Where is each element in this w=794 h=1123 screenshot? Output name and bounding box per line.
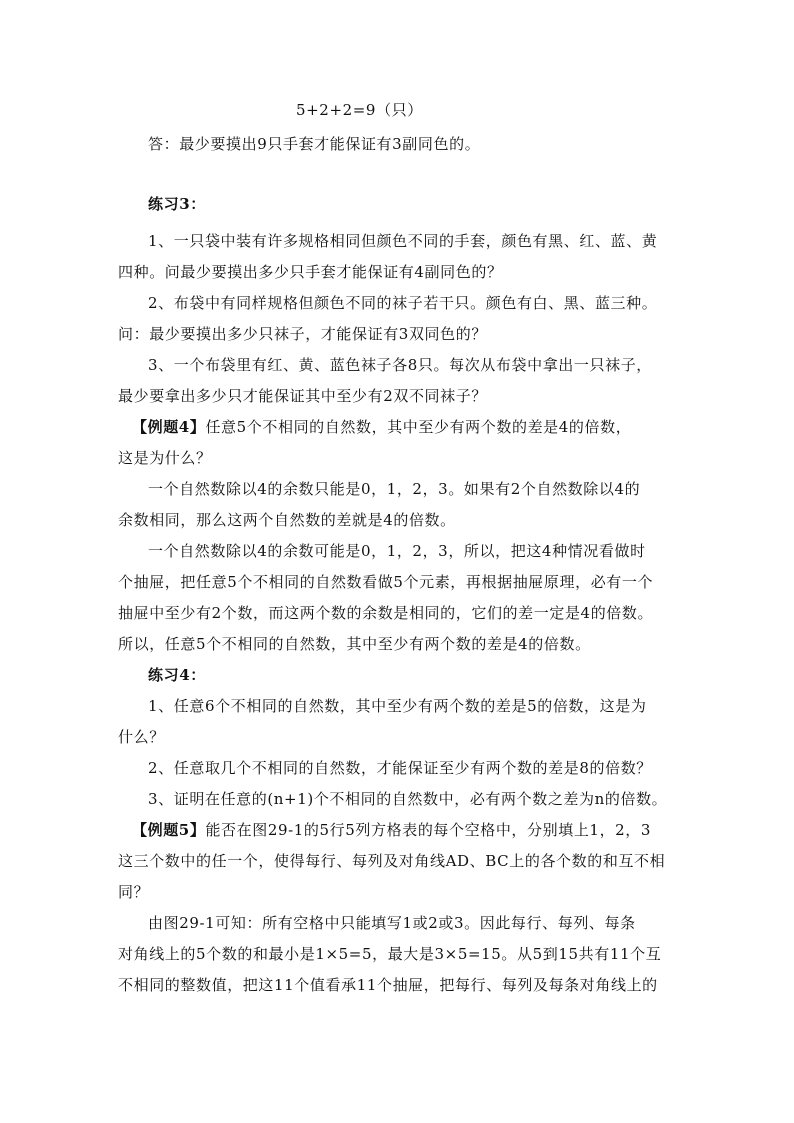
- solution-4-line-5: 抽屉中至少有2个数，而这两个数的余数是相同的，它们的差一定是4的倍数。: [118, 604, 654, 622]
- exercise-3-item-1-line-1: 1、一只袋中装有许多规格相同但颜色不同的手套，颜色有黑、红、蓝、黄: [148, 232, 658, 250]
- solution-5-line-2: 对角线上的5个数的和最小是1×5=5，最大是3×5=15。从5到15共有11个互: [118, 945, 662, 963]
- example-4-line-2: 这是为什么？: [118, 449, 212, 467]
- example-4-line-1: [132, 417, 631, 437]
- exercise-3-item-2-line-2: 问：最少要摸出多少只袜子，才能保证有3双同色的？: [118, 325, 487, 343]
- example-5-line-3: 同？: [118, 883, 150, 901]
- equation-line: 5+2+2=9（只）: [296, 101, 423, 119]
- solution-4-line-2: 余数相同，那么这两个自然数的差就是4的倍数。: [118, 511, 456, 529]
- exercise-4-heading: 练习4：: [148, 666, 206, 684]
- solution-4-line-1: 一个自然数除以4的余数只能是0，1，2，3。如果有2个自然数除以4的: [148, 480, 641, 498]
- example-5-label: 【例题5】: [132, 821, 206, 839]
- exercise-3-item-2-line-1: 2、布袋中有同样规格但颜色不同的袜子若干只。颜色有白、黑、蓝三种。: [148, 294, 658, 312]
- exercise-3-heading: 练习3：: [148, 195, 206, 213]
- solution-5-line-1: 由图29-1可知：所有空格中只能填写1或2或3。因此每行、每列、每条: [148, 914, 636, 932]
- exercise-3-item-3-line-1: 3、一个布袋里有红、黄、蓝色袜子各8只。每次从布袋中拿出一只袜子，: [148, 356, 652, 374]
- exercise-4-item-3: 3、证明在任意的(n+1)个不相同的自然数中，必有两个数之差为n的倍数。: [148, 790, 668, 808]
- example-5-line-2: 这三个数中的任一个，使得每行、每列及对角线AD、BC上的各个数的和互不相: [118, 852, 666, 870]
- example-5-question-text: 能否在图29-1的5行5列方格表的每个空格中，分别填上1，2，3: [205, 821, 652, 839]
- example-4-label: 【例题4】: [132, 418, 206, 436]
- exercise-4-item-1-line-2: 什么？: [118, 728, 165, 746]
- exercise-4-item-1-line-1: 1、任意6个不相同的自然数，其中至少有两个数的差是5的倍数，这是为: [148, 697, 647, 715]
- example-5-line-1: [132, 820, 651, 840]
- exercise-4-item-2: 2、任意取几个不相同的自然数，才能保证至少有两个数的差是8的倍数？: [148, 759, 652, 777]
- exercise-3-item-3-line-2: 最少要拿出多少只才能保证其中至少有2双不同袜子？: [118, 387, 487, 405]
- solution-4-line-4: 个抽屉，把任意5个不相同的自然数看做5个元素，再根据抽屉原理，必有一个: [118, 573, 654, 591]
- example-4-question-text: 任意5个不相同的自然数，其中至少有两个数的差是4的倍数，: [205, 418, 632, 436]
- solution-5-line-3: 不相同的整数值，把这11个值看承11个抽屉，把每行、每列及每条对角线上的: [118, 976, 658, 994]
- answer-line: 答：最少要摸出9只手套才能保证有3副同色的。: [148, 135, 481, 153]
- exercise-3-item-1-line-2: 四种。问最少要摸出多少只手套才能保证有4副同色的？: [118, 263, 503, 281]
- solution-4-line-6: 所以，任意5个不相同的自然数，其中至少有两个数的差是4的倍数。: [118, 635, 591, 653]
- solution-4-line-3: 一个自然数除以4的余数可能是0，1，2，3，所以，把这4种情况看做时: [148, 542, 646, 560]
